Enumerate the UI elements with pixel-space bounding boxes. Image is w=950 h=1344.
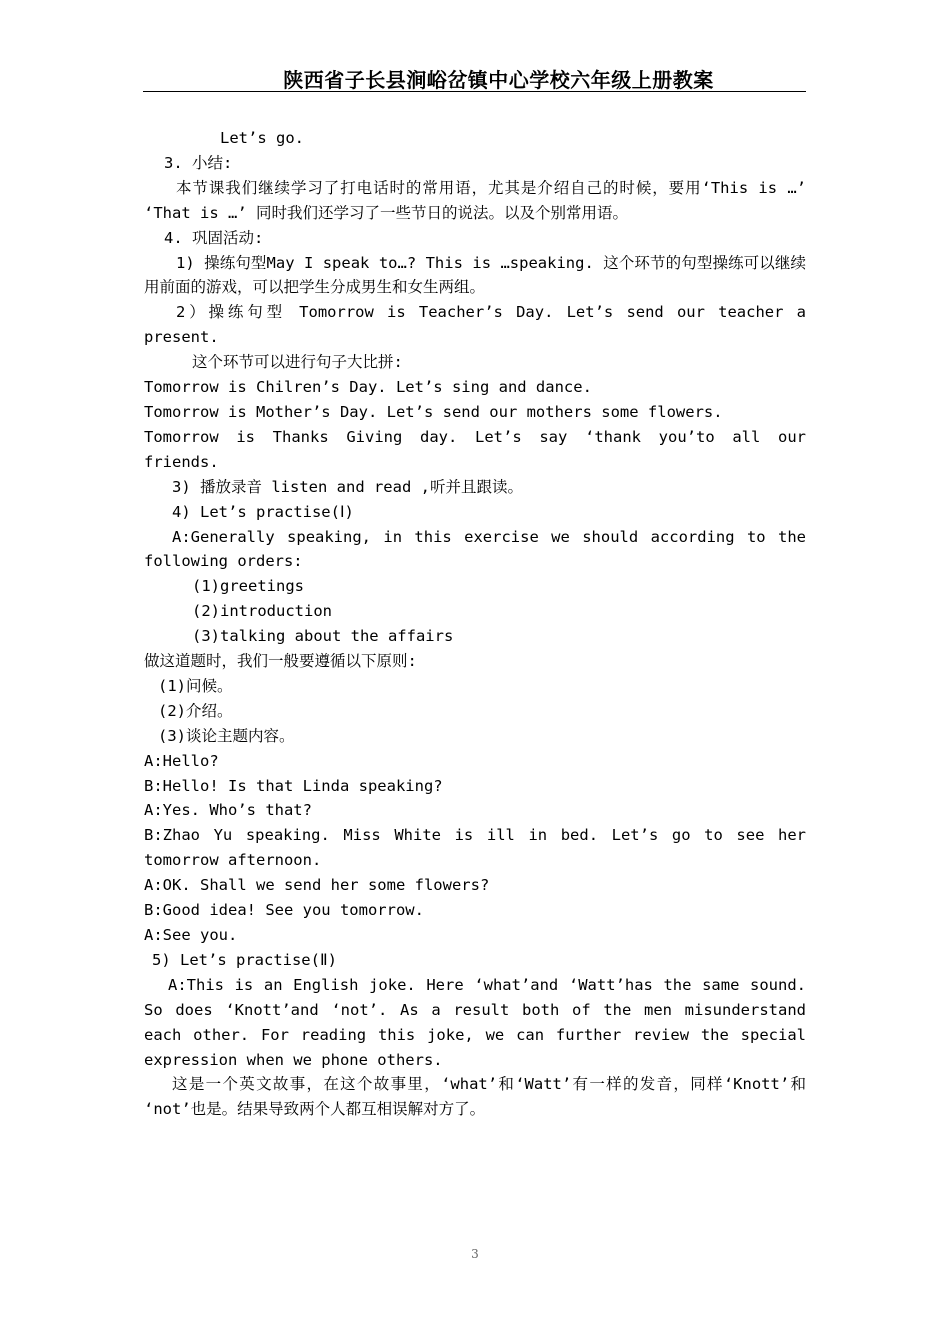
header-divider bbox=[143, 91, 806, 92]
list-item: (1)greetings bbox=[192, 577, 304, 596]
list-item: (1)问候。 bbox=[158, 676, 233, 695]
example-sentence: Tomorrow is Chilren’s Day. Let’s sing and dance. bbox=[144, 378, 592, 397]
list-item: (2)介绍。 bbox=[158, 701, 233, 720]
paragraph: 本节课我们继续学习了打电话时的常用语，尤其是介绍自己的时候，要用‘This is …’ ‘That is …’ 同时我们还学习了一些节日的说法。以及个别常用语。 bbox=[144, 178, 806, 222]
text-line: Let’s go. bbox=[220, 129, 304, 147]
dialogue-line: A:Hello? bbox=[144, 751, 219, 770]
list-item: (3)谈论主题内容。 bbox=[158, 726, 295, 745]
paragraph: 这是一个英文故事，在这个故事里，‘what’和‘Watt’有一样的发音，同样‘Knott’和 ‘not’也是。结果导致两个人都互相误解对方了。 bbox=[144, 1075, 806, 1119]
dialogue-line: A:See you. bbox=[144, 926, 238, 944]
page-header-title: 陕西省子长县涧峪岔镇中心学校六年级上册教案 bbox=[283, 68, 714, 92]
paragraph: 1) 操练句型May I speak to…? This is …speaking. 这个环节的句型操练可以继续用前面的游戏，可以把学生分成男生和女生两组。 bbox=[144, 253, 806, 297]
text-line: 这个环节可以进行句子大比拼: bbox=[192, 353, 403, 372]
section-heading: 3. 小结: bbox=[164, 153, 233, 172]
text-line: 做这道题时，我们一般要遵循以下原则: bbox=[144, 652, 417, 671]
document-body bbox=[144, 126, 806, 1122]
dialogue-line: B:Good idea! See you tomorrow. bbox=[144, 901, 424, 920]
dialogue-line: B:Hello! Is that Linda speaking? bbox=[144, 776, 443, 795]
subsection-heading: 5) Let’s practise(Ⅱ) bbox=[152, 950, 337, 969]
subsection-heading: 4) Let’s practise(Ⅰ) bbox=[172, 502, 354, 521]
list-item: (2)introduction bbox=[192, 602, 332, 621]
text-line: 3) 播放录音 listen and read ,听并且跟读。 bbox=[172, 477, 523, 496]
dialogue-line: A:Yes. Who’s that? bbox=[144, 801, 312, 820]
example-sentence: Tomorrow is Mother’s Day. Let’s send our mothers some flowers. bbox=[144, 402, 723, 421]
section-heading: 4. 巩固活动: bbox=[164, 228, 264, 247]
example-sentence: Tomorrow is Thanks Giving day. Let’s say ‘thank you’to all our friends. bbox=[144, 427, 806, 471]
dialogue-line: B:Zhao Yu speaking. Miss White is ill in bed. Let’s go to see her tomorrow afternoon. bbox=[144, 826, 806, 870]
dialogue-line: A:OK. Shall we send her some flowers? bbox=[144, 876, 490, 895]
list-item: (3)talking about the affairs bbox=[192, 627, 454, 646]
page-number: 3 bbox=[471, 1247, 479, 1261]
paragraph: A:This is an English joke. Here ‘what’and ‘Watt’has the same sound. So does ‘Knott’and ‘not’. As a result both of the men misunderstand each other. For reading this joke, we can further review the special expression when we phone others. bbox=[144, 975, 806, 1069]
paragraph: A:Generally speaking, in this exercise we should according to the following orders: bbox=[144, 527, 806, 571]
paragraph: 2）操练句型 Tomorrow is Teacher’s Day. Let’s send our teacher a present. bbox=[144, 303, 806, 347]
